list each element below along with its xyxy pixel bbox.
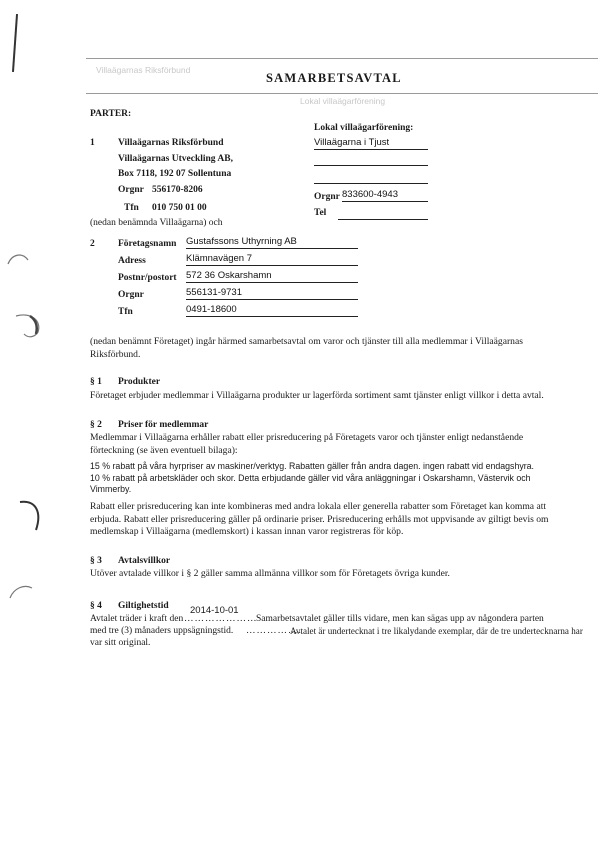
party1-named-as: (nedan benämnda Villaägarna) och [90,218,223,228]
party2-number: 2 [90,239,95,249]
local-blank-line [314,182,428,184]
s2-typed-offer: 15 % rabatt på våra hyrpriser av maskiner/verktyg. Rabatten gäller från andra dagen. ingen rabatt vid endagshyra. 10 % rabatt på arbetskläder och skor. Detta erbjudande gäller vid våra anläggningar i Oskarshamn, Västervik och Vimmerby. [90,461,535,494]
local-tel-label: Tel [314,208,327,218]
ghost-text: Lokal villaägarförening [300,96,386,106]
local-blank-line [314,164,428,166]
party2-value-address: Klämnavägen 7 [186,253,358,266]
party1-number: 1 [90,138,95,148]
s4-text-before: Avtalet träder i kraft den [90,614,184,624]
parter-heading: PARTER: [90,109,132,119]
s2-number: § 2 [90,420,102,430]
party2-value-tfn: 0491-18600 [186,304,358,317]
punch-hole-mark [12,310,46,340]
punch-hole-mark [6,248,30,274]
party2-value-company: Gustafssons Uthyrning AB [186,236,358,249]
party2-label-company: Företagsnamn [118,239,177,249]
s2-title: Priser för medlemmar [118,420,209,430]
s4-text-line2a: med tre (3) månaders uppsägningstid. [90,626,234,636]
local-tel-field [338,207,428,220]
party2-label-orgnr: Orgnr [118,290,144,300]
s3-text: Utöver avtalade villkor i § 2 gäller samma allmänna villkor som för Företagets övriga kunder. [90,568,450,579]
party1-name: Villaägarnas Riksförbund [118,138,224,148]
s1-text: Företaget erbjuder medlemmar i Villaägarna produkter ur lagerförda sortiment samt tjänster enligt villkor i detta avtal. [90,390,544,401]
margin-stroke [12,14,18,72]
s4-dots2: ……………. [246,626,302,636]
party1-company: Villaägarnas Utveckling AB, [118,154,233,164]
s3-number: § 3 [90,556,102,566]
document-title: SAMARBETSAVTAL [266,71,402,85]
ghost-text: Villaägarnas Riksförbund [96,65,191,75]
local-name-field: Villaägarna i Tjust [314,137,428,150]
s4-number: § 4 [90,601,102,611]
local-heading: Lokal villaägarförening: [314,123,414,133]
party2-label-postal: Postnr/postort [118,273,177,283]
party2-label-tfn: Tfn [118,307,133,317]
local-orgnr-label: Orgnr [314,192,340,202]
s4-text-line3: var sitt original. [90,638,151,648]
party2-value-orgnr: 556131-9731 [186,287,358,300]
s4-date: 2014-10-01 [190,605,239,616]
s4-title: Giltighetstid [118,601,169,611]
s4-text-line2b: Avtalet är undertecknat i tre likalydande exemplar, där de tre undertecknarna har [290,626,583,636]
s4-date-dots: ………………… [184,614,258,624]
punch-hole-mark [8,580,34,602]
s2-text: Medlemmar i Villaägarna erhåller rabatt eller prisreducering på Företagets varor och tjänster enligt nedanstående förteckning (se även eventuell bilaga): [90,432,524,456]
s3-title: Avtalsvillkor [118,556,171,566]
local-orgnr-field: 833600-4943 [342,189,428,202]
party2-label-address: Adress [118,256,146,266]
s4-text-after1: Samarbetsavtalet gäller tills vidare, men kan sägas upp av någondera parten [256,614,544,624]
party1-address: Box 7118, 192 07 Sollentuna [118,169,232,179]
intro-paragraph: (nedan benämnt Företaget) ingår härmed samarbetsavtal om varor och tjänster till alla medlemmar i Villaägarnas Riksförbund. [90,336,523,360]
s1-number: § 1 [90,377,102,387]
s2-text2: Rabatt eller prisreducering kan inte kombineras med andra lokala eller generella rabatter som Företaget kan komma att erbjuda. Rabatt eller prisreducering gäller på ordinarie priser. Prisreducering erhålls mot uppvisande av giltigt bevis om medlemskap i Villaägarna (medlemskort) i kassan innan varor registreras för köp. [90,501,549,537]
party1-tfn-label: Tfn [124,203,139,213]
party1-tfn-value: 010 750 01 00 [152,203,207,213]
party1-orgnr-label: Orgnr [118,185,144,195]
party1-orgnr-value: 556170-8206 [152,185,203,195]
party2-value-postal: 572 36 Oskarshamn [186,270,358,283]
punch-hole-mark [16,496,44,536]
s1-title: Produkter [118,377,161,387]
